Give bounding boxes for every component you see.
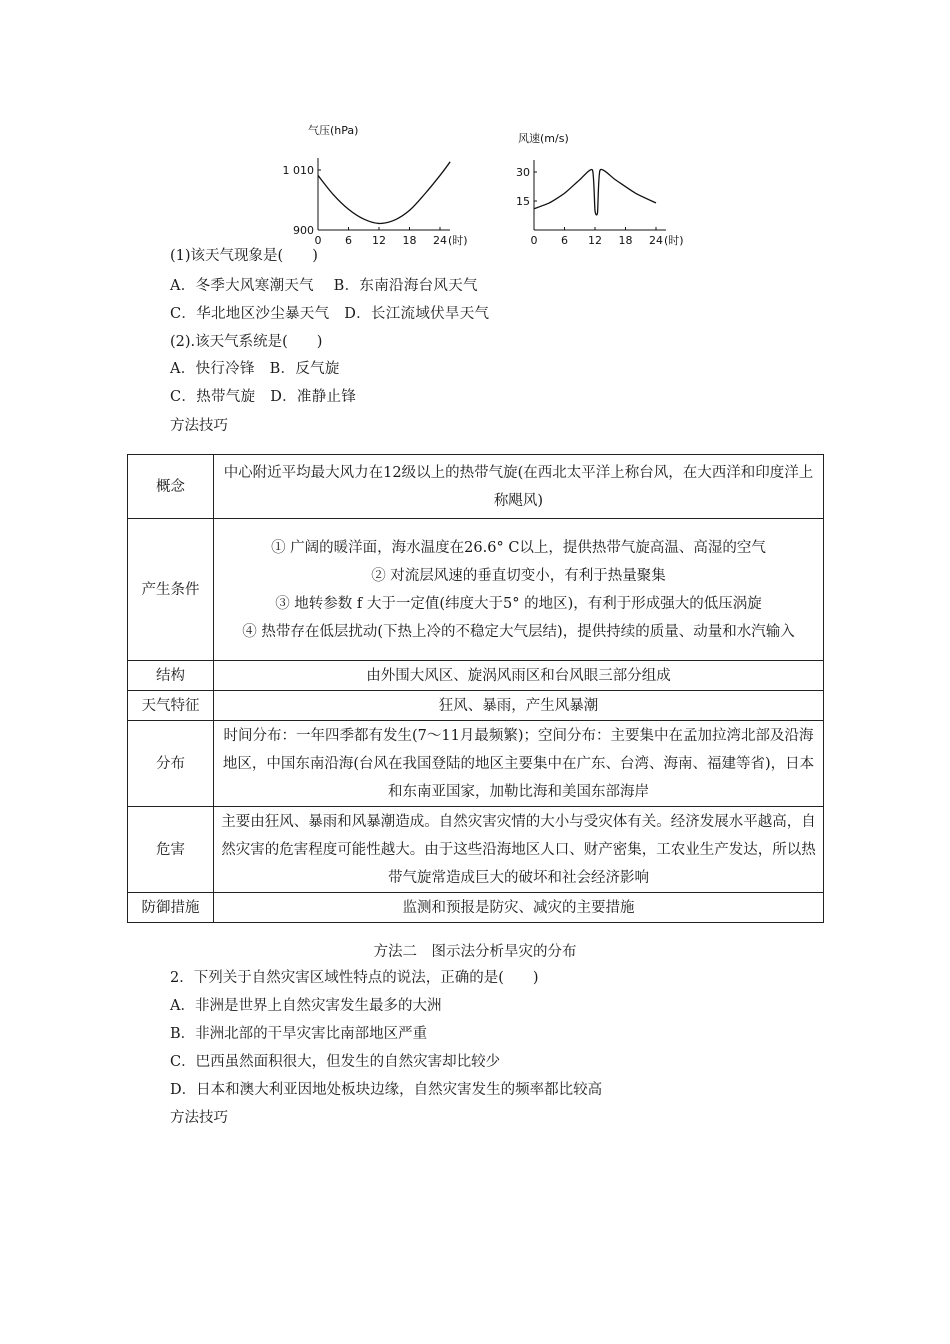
wind-y-label: 风速(m/s) [518, 132, 569, 145]
x-tick-label: 12 [588, 234, 602, 247]
method-skills-label-2: 方法技巧 [170, 1110, 228, 1126]
row-value: 主要由狂风、暴雨和风暴潮造成。自然灾害灾情的大小与受灾体有关。经济发展水平越高，自然灾害的危害程度可能性越大。由于这些沿海地区人口、财产密集，工农业生产发达，所以热带气旋常造成巨大的破坏和社会经济影响 [214, 807, 824, 893]
y-tick-label: 15 [516, 195, 530, 208]
row-key: 分布 [128, 721, 214, 807]
table-row [128, 661, 824, 691]
q3-option-d: D．日本和澳大利亚因地处板块边缘，自然灾害发生的频率都比较高 [170, 1082, 603, 1098]
wind-ticks [516, 166, 663, 247]
x-tick-label: 12 [372, 234, 386, 247]
condition-line: ④ 热带存在低层扰动(下热上冷的不稳定大气层结)，提供持续的质量、动量和水汽输入 [242, 623, 795, 640]
row-value: 中心附近平均最大风力在12级以上的热带气旋(在西北太平洋上称台风，在大西洋和印度洋上称飓风) [214, 455, 824, 519]
y-tick-label: 1 010 [282, 164, 314, 177]
x-tick-label: 24 [433, 234, 447, 247]
condition-line: ① 广阔的暖洋面，海水温度在26.6° C以上，提供热带气旋高温、高湿的空气 [271, 539, 766, 556]
q3-option-b: B．非洲北部的干旱灾害比南部地区严重 [170, 1026, 428, 1042]
row-value: 狂风、暴雨，产生风暴潮 [214, 691, 824, 721]
row-value: 时间分布：一年四季都有发生(7～11月最频繁)；空间分布：主要集中在孟加拉湾北部及沿海地区，中国东南沿海(台风在我国登陆的地区主要集中在广东、台湾、海南、福建等省)，日本和东南亚国家，加勒比海和美国东部海岸 [214, 721, 824, 807]
charts-figure [282, 118, 710, 254]
row-key: 防御措施 [128, 893, 214, 923]
q2-options-ab: A．快行冷锋 B．反气旋 [170, 361, 340, 377]
table-row [128, 807, 824, 893]
row-key: 概念 [128, 455, 214, 519]
q1-options-cd: C．华北地区沙尘暴天气 D．长江流域伏旱天气 [170, 306, 490, 322]
wind-speed-chart [508, 118, 718, 254]
x-tick-label: 0 [314, 234, 322, 247]
typhoon-info-table [127, 454, 824, 923]
q1-options-ab: A．冬季大风寒潮天气 B．东南沿海台风天气 [170, 278, 478, 294]
condition-line: ② 对流层风速的垂直切变小，有利于热量聚集 [371, 567, 666, 584]
table-row [128, 691, 824, 721]
wind-x-label: (时) [664, 234, 684, 247]
y-tick-label: 30 [516, 166, 530, 179]
table-row [128, 455, 824, 519]
pressure-ticks [283, 164, 448, 247]
x-tick-label: 0 [530, 234, 538, 247]
y-tick-label: 900 [293, 224, 314, 237]
x-tick-label: 24 [649, 234, 663, 247]
q3-stem: 2．下列关于自然灾害区域性特点的说法，正确的是( ) [170, 970, 539, 986]
q3-option-a: A．非洲是世界上自然灾害发生最多的大洲 [170, 998, 442, 1014]
row-key: 危害 [128, 807, 214, 893]
q2-options-cd: C．热带气旋 D．准静止锋 [170, 389, 357, 405]
x-tick-label: 6 [561, 234, 568, 247]
row-key: 天气特征 [128, 691, 214, 721]
row-value [214, 519, 824, 661]
q2-stem: (2).该天气系统是( ) [170, 334, 323, 350]
pressure-series-line [318, 162, 450, 224]
condition-line: ③ 地转参数 f 大于一定值(纬度大于5° 的地区)，有利于形成强大的低压涡旋 [275, 595, 762, 612]
wind-series-line [534, 169, 656, 214]
pressure-axes [318, 158, 450, 230]
section-title: 方法二 图示法分析旱灾的分布 [373, 944, 577, 960]
table-row [128, 519, 824, 661]
row-key: 结构 [128, 661, 214, 691]
q3-option-c: C．巴西虽然面积很大，但发生的自然灾害却比较少 [170, 1054, 501, 1070]
x-tick-label: 6 [345, 234, 352, 247]
table-row [128, 721, 824, 807]
row-value: 监测和预报是防灾、减灾的主要措施 [214, 893, 824, 923]
x-tick-label: 18 [402, 234, 417, 247]
pressure-x-label: (时) [448, 234, 468, 247]
table-row [128, 893, 824, 923]
method-skills-label: 方法技巧 [170, 418, 228, 434]
row-key: 产生条件 [128, 519, 214, 661]
x-tick-label: 18 [618, 234, 633, 247]
q1-stem: (1)该天气现象是( ) [170, 248, 318, 264]
pressure-chart [282, 118, 470, 254]
pressure-y-label: 气压(hPa) [308, 124, 359, 137]
row-value: 由外围大风区、旋涡风雨区和台风眼三部分组成 [214, 661, 824, 691]
